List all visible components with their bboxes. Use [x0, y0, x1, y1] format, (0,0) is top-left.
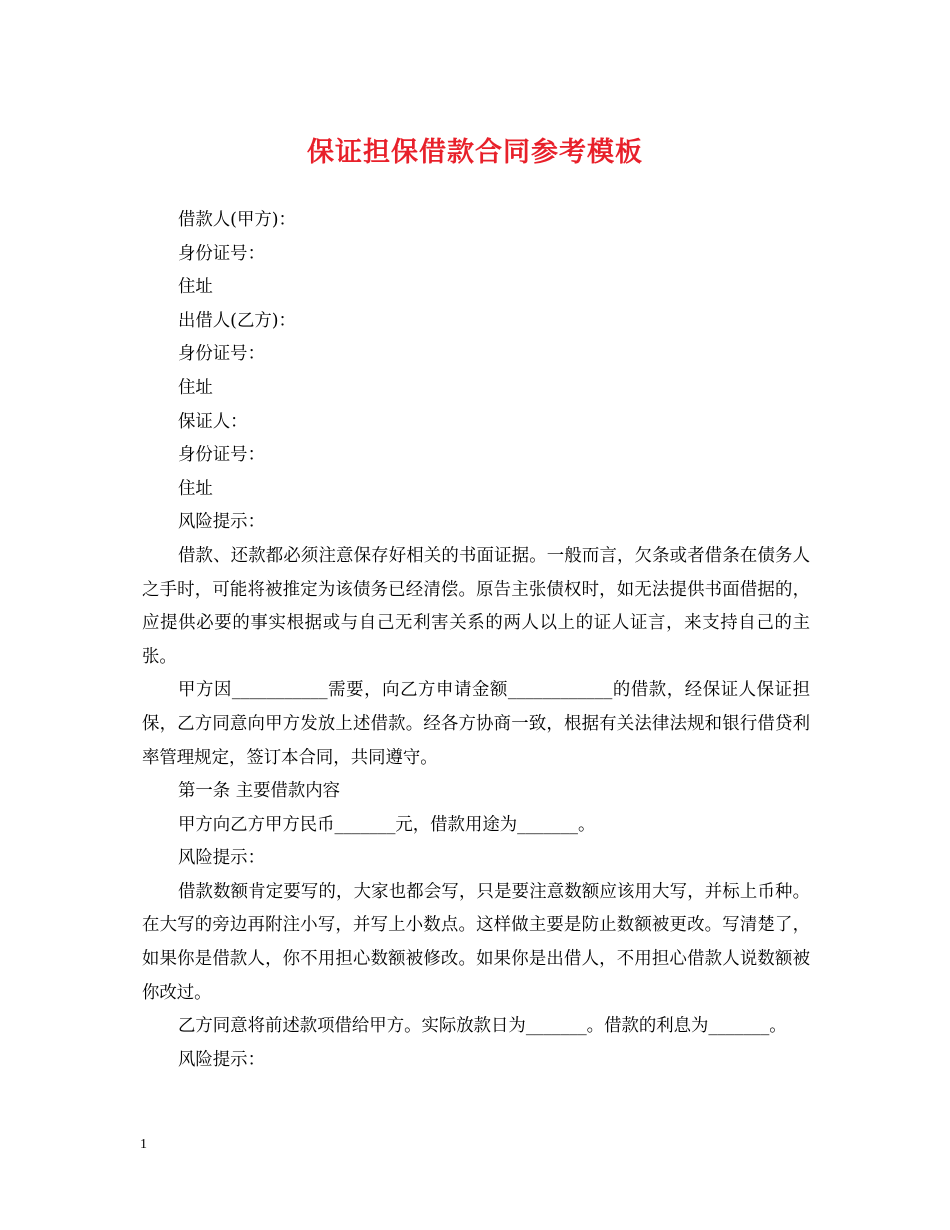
- borrower-id-line: 身份证号：: [178, 243, 265, 264]
- loan-amount-line: 甲方向乙方甲方民币_______元，借款用途为_______。: [178, 814, 596, 835]
- guarantor-address-line: 住址: [178, 478, 213, 499]
- risk-paragraph-amount: 借款数额肯定要写的，大家也都会写，只是要注意数额应该用大写，并标上币种。在大写的旁边再附注小写，并写上小数点。这样做主要是防止数额被更改。写清楚了，如果你是借款人，你不用担心数额被修改。如果你是出借人，不用担心借款人说数额被你改过。: [142, 881, 810, 1003]
- lender-line: 出借人(乙方)：: [178, 310, 296, 331]
- borrower-address-line: 住址: [178, 277, 213, 298]
- lender-id-line: 身份证号：: [178, 344, 265, 365]
- document-body: [142, 204, 810, 1077]
- guarantor-id-line: 身份证号：: [178, 445, 265, 466]
- article-heading: 第一条 主要借款内容: [178, 781, 341, 802]
- document-title: 保证担保借款合同参考模板: [307, 137, 643, 168]
- loan-date-interest-line: 乙方同意将前述款项借给甲方。实际放款日为_______。借款的利息为_______。: [178, 1016, 787, 1037]
- guarantor-line: 保证人：: [178, 411, 248, 432]
- borrower-line: 借款人(甲方)：: [178, 210, 296, 230]
- risk-label: 风险提示：: [178, 512, 265, 533]
- page-number: 1: [140, 1137, 147, 1152]
- lender-address-line: 住址: [178, 377, 213, 398]
- risk-label: 风险提示：: [178, 848, 265, 869]
- risk-label: 风险提示：: [178, 1049, 265, 1070]
- risk-paragraph-evidence: 借款、还款都必须注意保存好相关的书面证据。一般而言，欠条或者借条在债务人之手时，可能将被推定为该债务已经清偿。原告主张债权时，如无法提供书面借据的，应提供必要的事实根据或与自己无利害关系的两人以上的证人证言，来支持自己的主张。: [142, 545, 810, 667]
- loan-purpose-paragraph: 甲方因___________需要，向乙方申请金额____________的借款，经保证人保证担保，乙方同意向甲方发放上述借款。经各方协商一致，根据有关法律法规和银行借贷利率管理规定，签订本合同，共同遵守。: [142, 680, 810, 768]
